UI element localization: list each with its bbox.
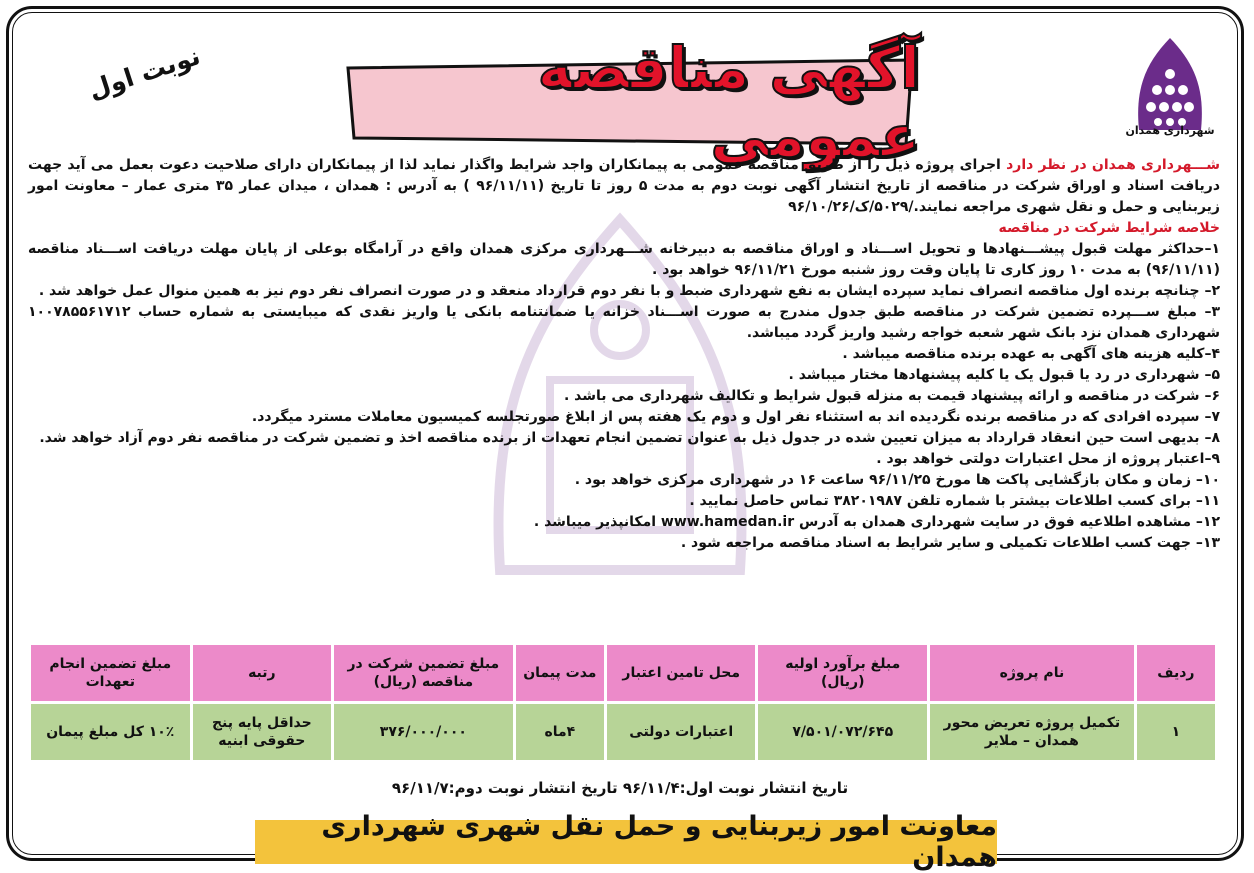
- tender-table: [28, 642, 1218, 763]
- table-row: [31, 704, 1215, 760]
- condition-item: ۱۲– مشاهده اطلاعیه فوق در سایت شهرداری همدان به آدرس www.hamedan.ir امکانپذیر میباشد .: [533, 514, 1220, 530]
- table-cell: ۱: [1137, 704, 1215, 760]
- condition-item: ۶– شرکت در مناقصه و ارائه پیشنهاد قیمت به منزله قبول شرایط و تکالیف شهرداری می باشد .: [563, 388, 1220, 404]
- round-label: نوبت اول: [84, 41, 204, 105]
- table-cell: ۷/۵۰۱/۰۷۲/۶۴۵: [758, 704, 927, 760]
- col-grade: رتبه: [193, 645, 331, 701]
- col-funding-source: محل تامین اعتبار: [607, 645, 756, 701]
- condition-item: ۴–کلیه هزینه های آگهی به عهده برنده مناقصه میباشد .: [842, 346, 1220, 362]
- col-row-number: ردیف: [1137, 645, 1215, 701]
- col-performance-guarantee: مبلغ تضمین انجام تعهدات: [31, 645, 190, 701]
- condition-item: ۱۳– جهت کسب اطلاعات تکمیلی و سایر شرایط به اسناد مناقصه مراجعه شود .: [680, 535, 1220, 551]
- table-cell: تکمیل پروژه تعریض محور همدان – ملایر: [930, 704, 1134, 760]
- condition-item: ۱–حداکثر مهلت قبول پیشـــنهادها و تحویل اســـناد و اوراق مناقصه به دبیرخانه شـــهرداری مرکزی همدان واقع در آرامگاه بوعلی از پایان مهلت دریافت اســـناد مناقصه (۹۶/۱۱/۱۱) به مدت ۱۰ روز کاری تا پایان وقت روز شنبه مورخ ۹۶/۱۱/۲۱ خواهد بود .: [28, 241, 1220, 278]
- condition-item: ۱۰– زمان و مکان بازگشایی پاکت ها مورخ ۹۶/۱۱/۲۵ ساعت ۱۶ در شهرداری مرکزی خواهد بود .: [574, 472, 1220, 488]
- notice-body: [28, 155, 1220, 554]
- condition-item: ۷– سپرده افرادی که در مناقصه برنده نگردیده اند به استثناء نفر اول و دوم یک هفته پس از ابلاغ صورتجلسه کمیسیون معاملات مسترد میگردد.: [251, 409, 1220, 425]
- intro-paragraph: [28, 155, 1220, 218]
- condition-item: ۵– شهرداری در رد یا قبول یک یا کلیه پیشنهادها مختار میباشد .: [788, 367, 1220, 383]
- table-cell: حداقل پایه پنج حقوقی ابنیه: [193, 704, 331, 760]
- logo-caption: شهرداری همدان: [1125, 124, 1215, 137]
- publish-dates: تاریخ انتشار نوبت اول:۹۶/۱۱/۴ تاریخ انتشار نوبت دوم:۹۶/۱۱/۷: [391, 779, 849, 797]
- footer-banner: معاونت امور زیربنایی و حمل نقل شهری شهرداری همدان: [255, 820, 997, 864]
- condition-item: ۱۱– برای کسب اطلاعات بیشتر با شماره تلفن ۳۸۲۰۱۹۸۷ تماس حاصل نمایید .: [689, 493, 1220, 509]
- col-bid-guarantee: مبلغ تضمین شرکت در مناقصه (ریال): [334, 645, 513, 701]
- condition-item: ۲– چنانچه برنده اول مناقصه انصراف نماید سپرده ایشان به نفع شهرداری ضبط و با نفر دوم قرارداد منعقد و در صورت انصراف نفر دوم نیز به همین منوال عمل خواهد شد .: [38, 283, 1220, 299]
- conditions-heading: خلاصه شرایط شرکت در مناقصه: [998, 220, 1220, 236]
- col-initial-estimate: مبلغ برآورد اولیه (ریال): [758, 645, 927, 701]
- condition-item: ۹–اعتبار پروژه از محل اعتبارات دولتی خواهد بود .: [876, 451, 1220, 467]
- table-cell: ۴ماه: [516, 704, 604, 760]
- table-cell: ۱۰٪ کل مبلغ پیمان: [31, 704, 190, 760]
- intro-text: اجرای پروژه ذیل را از طریق مناقصه عمومی به پیمانکاران واجد شرایط واگذار نماید لذا از پیمانکاران دارای صلاحیت دعوت بعمل می آید جهت دریافت اسناد و اوراق شرکت در مناقصه از تاریخ انتشار آگهی نوبت دوم به مدت ۵ روز تا تاریخ (۹۶/۱۱/۱۱ ) به آدرس : همدان ، میدان عمار ۳۵ متری عمار – معاونت امور زیربنایی و حمل و نقل شهری مراجعه نمایند./۵۰۲۹/ک/۹۶/۱۰/۲۶: [28, 157, 1221, 215]
- condition-item: ۳– مبلغ ســـپرده تضمین شرکت در مناقصه طبق جدول مندرج به صورت اســـناد خزانه یا ضمانتنامه بانکی یا واریز نقدی که میبایستی به شماره حساب ۱۰۰۷۸۵۵۶۱۷۱۲ شهرداری همدان نزد بانک شهر شعبه خواجه رشید واریز گردد میباشد.: [28, 304, 1220, 341]
- col-contract-duration: مدت پیمان: [516, 645, 604, 701]
- table-cell: ۳۷۶/۰۰۰/۰۰۰: [334, 704, 513, 760]
- col-project-name: نام پروژه: [930, 645, 1134, 701]
- table-header-row: [31, 645, 1215, 701]
- condition-item: ۸– بدیهی است حین انعقاد قرارداد به میزان تعیین شده در جدول ذیل به عنوان تضمین انجام تعهدات از برنده مناقصه اخذ و تضمین شرکت در مناقصه نفر دوم آزاد خواهد شد.: [39, 430, 1220, 446]
- intro-org: شـــهرداری همدان در نظر دارد: [1006, 157, 1220, 173]
- table-cell: اعتبارات دولتی: [607, 704, 756, 760]
- page-title: آگهی مناقصه عمومی: [537, 34, 920, 170]
